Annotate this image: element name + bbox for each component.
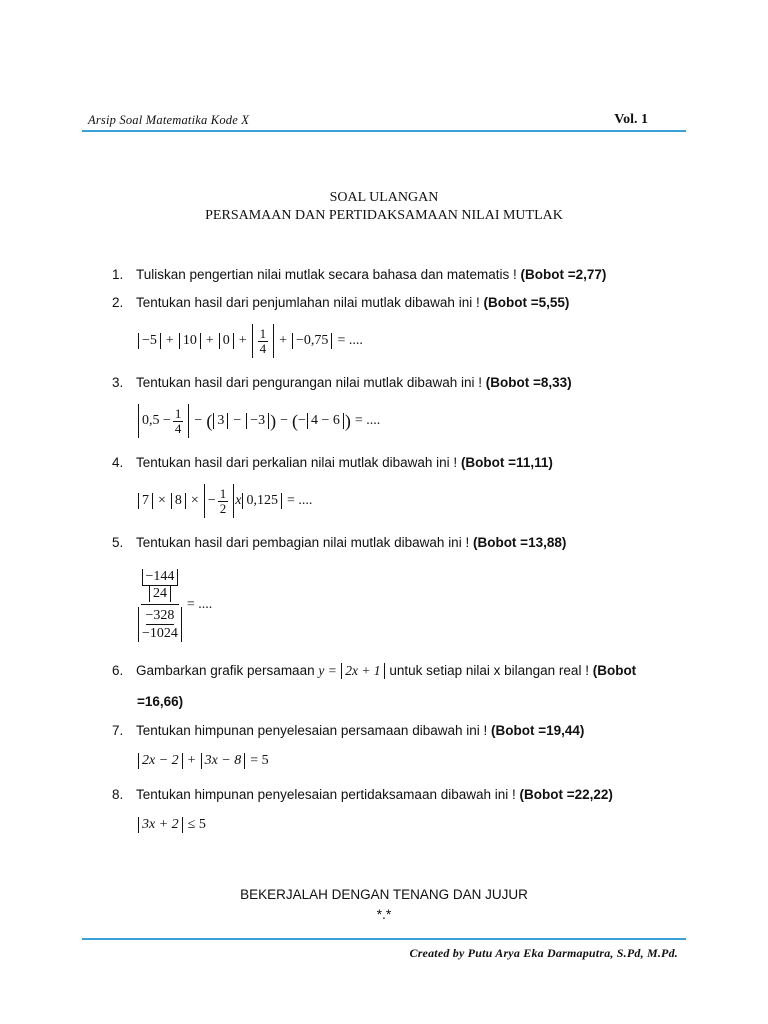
math-expression-q8	[137, 814, 210, 836]
question-weight-cont: =16,66)	[137, 694, 184, 709]
question-number: 3.	[112, 375, 124, 390]
abs-fraction-term: − $\frac{1}{2}$	[204, 484, 234, 518]
question-2	[112, 294, 569, 312]
abs-term: 24	[149, 586, 171, 602]
math-expression-q7: 2x − 2 + 3x − 8 = 5	[137, 750, 273, 772]
question-number: 1.	[112, 267, 124, 282]
abs-term: 2x − 2	[138, 753, 183, 769]
header-rule	[82, 130, 686, 132]
abs-term: 3x − 8	[201, 753, 246, 769]
upper-fraction	[141, 569, 180, 605]
abs-mixed-term: 0,5 − $\frac{1}{4}$	[138, 404, 189, 438]
abs-term: 3x + 2	[138, 817, 183, 833]
abs-term: 10	[179, 333, 201, 349]
abs-term: −3	[246, 413, 269, 429]
header-volume: Vol. 1	[614, 112, 648, 127]
question-weight: (Bobot =19,44)	[491, 723, 585, 738]
fraction-denominator: 4	[174, 420, 182, 436]
question-7	[112, 722, 584, 740]
closing-stars: *.*	[376, 906, 392, 922]
abs-term: 3	[213, 413, 228, 429]
equals-ellipsis: = ....	[354, 413, 381, 428]
doc-title: SOAL ULANGAN	[329, 190, 439, 205]
author-credit: Created by Putu Arya Eka Darmaputra, S.Pd, M.Pd.	[409, 946, 678, 960]
question-text: Tentukan hasil dari perkalian nilai mutlak dibawah ini !	[136, 455, 461, 470]
question-3	[112, 374, 572, 392]
fraction-denominator: 2	[219, 500, 227, 516]
question-text-cont: untuk setiap nilai x bilangan real !	[385, 663, 593, 678]
equals-ellipsis: = ....	[186, 597, 213, 612]
question-number: 7.	[112, 723, 124, 738]
header-archive-title: Arsip Soal Matematika Kode X	[88, 113, 250, 127]
question-text: Tuliskan pengertian nilai mutlak secara bahasa dan matematis !	[136, 267, 521, 282]
question-weight: (Bobot =8,33)	[485, 375, 572, 390]
question-weight: (Bobot =13,88)	[472, 535, 567, 550]
question-weight: (Bobot =22,22)	[519, 787, 613, 802]
fraction-numerator: 1	[174, 405, 182, 421]
question-number: 6.	[112, 663, 124, 678]
equals-ellipsis: = ....	[337, 333, 363, 348]
compound-fraction	[137, 569, 183, 642]
abs-term: 0	[219, 333, 234, 349]
question-5	[112, 534, 566, 552]
abs-term: 8	[171, 493, 186, 509]
question-weight: (Bobot	[592, 663, 637, 678]
equation-rhs: = 5	[250, 753, 269, 768]
question-text: Gambarkan grafik persamaan	[136, 663, 319, 678]
equals-ellipsis: = ....	[286, 493, 313, 508]
closing-message: BEKERJALAH DENGAN TENANG DAN JUJUR	[240, 887, 528, 902]
variable-x: x	[235, 493, 242, 508]
question-weight: (Bobot =5,55)	[483, 295, 570, 310]
abs-term: −0,75	[292, 333, 332, 349]
question-weight: (Bobot =11,11)	[460, 455, 553, 470]
question-6	[112, 662, 636, 680]
question-text: Tentukan himpunan penyelesaian pertidaksamaan dibawah ini !	[136, 787, 520, 802]
doc-subtitle: PERSAMAAN DAN PERTIDAKSAMAAN NILAI MUTLAK	[205, 208, 563, 223]
abs-term: 0,125	[242, 493, 282, 509]
fraction-numerator: 1	[259, 325, 267, 341]
math-expression-q5	[137, 561, 216, 649]
question-number: 8.	[112, 787, 124, 802]
inequality-rhs: ≤ 5	[187, 817, 206, 832]
question-number: 5.	[112, 535, 124, 550]
fraction-numerator: 1	[219, 485, 227, 501]
question-1	[112, 266, 606, 284]
math-expression-q3: 0,5 − $\frac{1}{4}$ − ( 3 − −3 ) − ( − 4 − 6 ) = ....	[137, 402, 384, 440]
abs-term: −144	[142, 569, 179, 586]
question-text: Tentukan hasil dari pembagian nilai mutlak dibawah ini !	[136, 535, 473, 550]
math-expression-q4: 7 × 8 × − $\frac{1}{2}$ x 0,125 = ....	[137, 482, 316, 520]
abs-term: 7	[138, 493, 153, 509]
question-number: 4.	[112, 455, 124, 470]
question-4	[112, 454, 553, 472]
question-weight: (Bobot =2,77)	[520, 267, 607, 282]
fraction-denominator: −1024	[142, 625, 178, 641]
abs-term: −5	[138, 333, 161, 349]
abs-term: 4 − 6	[307, 413, 344, 429]
question-number: 2.	[112, 295, 124, 310]
math-expression-q2: −5 + 10 + 0 + $\frac{1}{4}$ + −0,75 = ....	[137, 322, 367, 360]
abs-fraction-term	[252, 324, 275, 358]
fraction-denominator: 4	[259, 340, 267, 356]
question-text: Tentukan himpunan penyelesaian persamaan dibawah ini !	[136, 723, 491, 738]
question-8	[112, 786, 613, 804]
inline-equation: y = 2x + 1	[318, 663, 385, 678]
abs-fraction-term	[138, 607, 182, 642]
question-text: Tentukan hasil dari pengurangan nilai mutlak dibawah ini !	[136, 375, 486, 390]
fraction-numerator: −328	[145, 607, 175, 623]
question-text: Tentukan hasil dari penjumlahan nilai mutlak dibawah ini !	[136, 295, 484, 310]
footer-rule	[82, 938, 686, 940]
lower-fraction	[137, 605, 183, 642]
